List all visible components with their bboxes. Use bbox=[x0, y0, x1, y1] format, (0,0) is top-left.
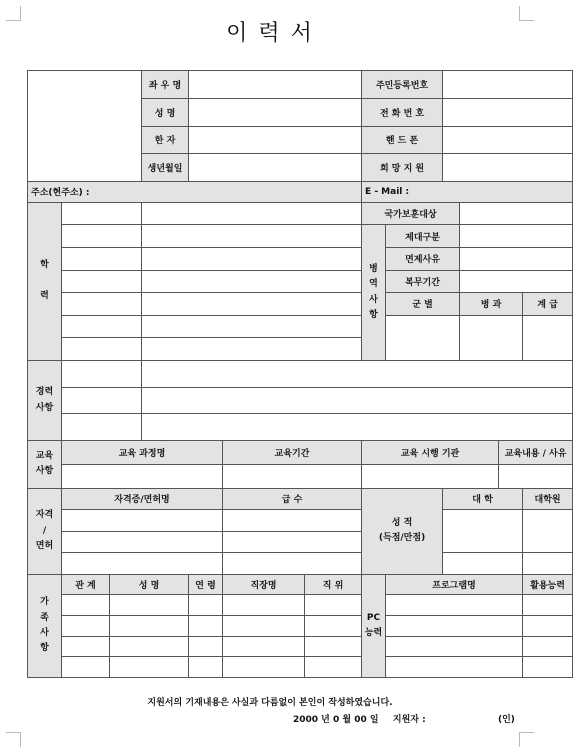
career-cell[interactable] bbox=[142, 414, 573, 441]
motto-field[interactable] bbox=[189, 71, 362, 99]
education-cell[interactable] bbox=[142, 270, 362, 293]
family-cell[interactable] bbox=[110, 636, 189, 657]
graduate-header: 대학원 bbox=[523, 488, 573, 510]
training-course-header: 교육 과정명 bbox=[62, 441, 223, 465]
specialty-label: 병 과 bbox=[460, 293, 523, 316]
education-cell[interactable] bbox=[142, 225, 362, 248]
family-cell[interactable] bbox=[305, 636, 362, 657]
pc-cell[interactable] bbox=[523, 595, 573, 616]
training-institution-header: 교육 시행 기관 bbox=[362, 441, 499, 465]
id-number-label: 주민등록번호 bbox=[362, 71, 443, 99]
training-content-header: 교육내용 / 사유 bbox=[499, 441, 573, 465]
university-header: 대 학 bbox=[443, 488, 523, 510]
family-cell[interactable] bbox=[62, 595, 110, 616]
family-cell[interactable] bbox=[110, 616, 189, 637]
license-grade-header: 급 수 bbox=[223, 488, 362, 510]
discharge-field[interactable] bbox=[460, 225, 573, 248]
specialty-field[interactable] bbox=[460, 315, 523, 360]
pc-cell[interactable] bbox=[386, 657, 523, 678]
family-cell[interactable] bbox=[223, 636, 305, 657]
birth-label: 생년월일 bbox=[142, 154, 189, 182]
family-cell[interactable] bbox=[189, 636, 223, 657]
family-cell[interactable] bbox=[223, 595, 305, 616]
training-cell[interactable] bbox=[223, 464, 362, 488]
pc-skill-header: 활용능력 bbox=[523, 574, 573, 595]
id-number-field[interactable] bbox=[443, 71, 573, 99]
family-name-header: 성 명 bbox=[110, 574, 189, 595]
pc-cell[interactable] bbox=[523, 657, 573, 678]
veteran-field[interactable] bbox=[460, 202, 573, 225]
birth-field[interactable] bbox=[189, 154, 362, 182]
pc-label: PC 능력 bbox=[362, 574, 386, 677]
pc-cell[interactable] bbox=[386, 616, 523, 637]
license-cell[interactable] bbox=[223, 553, 362, 575]
date-text: 2000 년 0 월 00 일 bbox=[293, 715, 379, 725]
education-cell[interactable] bbox=[62, 293, 142, 316]
career-cell[interactable] bbox=[62, 361, 142, 388]
exemption-label: 면제사유 bbox=[386, 247, 460, 270]
education-cell[interactable] bbox=[142, 338, 362, 361]
education-cell[interactable] bbox=[142, 315, 362, 338]
license-cell[interactable] bbox=[223, 531, 362, 553]
rank-label: 계 급 bbox=[523, 293, 573, 316]
family-position-header: 직 위 bbox=[305, 574, 362, 595]
career-cell[interactable] bbox=[142, 387, 573, 414]
education-cell[interactable] bbox=[142, 247, 362, 270]
phone-field[interactable] bbox=[443, 98, 573, 126]
university-extra-field[interactable] bbox=[443, 553, 523, 575]
service-period-label: 복무기간 bbox=[386, 270, 460, 293]
education-cell[interactable] bbox=[62, 338, 142, 361]
family-cell[interactable] bbox=[305, 616, 362, 637]
desired-field[interactable] bbox=[443, 154, 573, 182]
license-cell[interactable] bbox=[223, 510, 362, 532]
name-field[interactable] bbox=[189, 98, 362, 126]
education-cell[interactable] bbox=[142, 293, 362, 316]
applicant-label: 지원자 : bbox=[392, 715, 426, 725]
page-title: 이 력 서 bbox=[226, 21, 314, 46]
name-label: 성 명 bbox=[142, 98, 189, 126]
family-cell[interactable] bbox=[110, 595, 189, 616]
signature-line bbox=[293, 712, 515, 725]
license-label: 자격 / 면허 bbox=[28, 488, 62, 574]
crop-mark-bottom-right bbox=[519, 732, 534, 747]
career-cell[interactable] bbox=[142, 361, 573, 388]
email-field[interactable]: E - Mail : bbox=[362, 182, 573, 203]
training-cell[interactable] bbox=[499, 464, 573, 488]
graduate-extra-field[interactable] bbox=[523, 553, 573, 575]
education-cell[interactable] bbox=[142, 202, 362, 225]
education-cell[interactable] bbox=[62, 247, 142, 270]
desired-label: 희 망 지 원 bbox=[362, 154, 443, 182]
graduate-score-field[interactable] bbox=[523, 510, 573, 553]
education-cell[interactable] bbox=[62, 225, 142, 248]
exemption-field[interactable] bbox=[460, 247, 573, 270]
branch-field[interactable] bbox=[386, 315, 460, 360]
score-label: 성 적 (득점/만점) bbox=[362, 488, 443, 574]
license-name-header: 자격증/면허명 bbox=[62, 488, 223, 510]
service-period-field[interactable] bbox=[460, 270, 573, 293]
pc-cell[interactable] bbox=[386, 595, 523, 616]
veteran-label: 국가보훈대상 bbox=[362, 202, 460, 225]
education-cell[interactable] bbox=[62, 202, 142, 225]
family-cell[interactable] bbox=[110, 657, 189, 678]
hanja-label: 한 자 bbox=[142, 126, 189, 154]
seal-mark: (인) bbox=[497, 715, 515, 725]
family-cell[interactable] bbox=[189, 595, 223, 616]
education-cell[interactable] bbox=[62, 315, 142, 338]
family-cell[interactable] bbox=[189, 657, 223, 678]
family-cell[interactable] bbox=[62, 636, 110, 657]
license-cell[interactable] bbox=[62, 553, 223, 575]
family-cell[interactable] bbox=[189, 616, 223, 637]
family-cell[interactable] bbox=[223, 657, 305, 678]
training-cell[interactable] bbox=[62, 464, 223, 488]
training-label: 교육 사항 bbox=[28, 441, 62, 488]
university-score-field[interactable] bbox=[443, 510, 523, 553]
motto-label: 좌 우 명 bbox=[142, 71, 189, 99]
phone-label: 전 화 번 호 bbox=[362, 98, 443, 126]
crop-mark-bottom-left bbox=[6, 732, 21, 747]
address-field[interactable]: 주소(현주소) : bbox=[28, 182, 362, 203]
family-cell[interactable] bbox=[62, 657, 110, 678]
military-label: 병 역 사 항 bbox=[362, 225, 386, 361]
education-label: 학 력 bbox=[28, 202, 62, 360]
statement-text: 지원서의 기재내용은 사실과 다름없이 본인이 작성하였습니다. bbox=[147, 698, 393, 708]
training-cell[interactable] bbox=[362, 464, 499, 488]
education-cell[interactable] bbox=[62, 270, 142, 293]
rank-field[interactable] bbox=[523, 315, 573, 360]
family-cell[interactable] bbox=[62, 616, 110, 637]
resume-form bbox=[27, 70, 573, 678]
family-cell[interactable] bbox=[223, 616, 305, 637]
branch-label: 군 별 bbox=[386, 293, 460, 316]
career-cell[interactable] bbox=[62, 387, 142, 414]
career-cell[interactable] bbox=[62, 414, 142, 441]
photo-box[interactable] bbox=[28, 71, 142, 182]
discharge-label: 제대구분 bbox=[386, 225, 460, 248]
mobile-label: 핸 드 폰 bbox=[362, 126, 443, 154]
pc-cell[interactable] bbox=[523, 636, 573, 657]
pc-cell[interactable] bbox=[523, 616, 573, 637]
career-label: 경력 사항 bbox=[28, 361, 62, 441]
family-label: 가 족 사 항 bbox=[28, 574, 62, 677]
family-workplace-header: 직장명 bbox=[223, 574, 305, 595]
license-cell[interactable] bbox=[62, 510, 223, 532]
license-cell[interactable] bbox=[62, 531, 223, 553]
family-cell[interactable] bbox=[305, 657, 362, 678]
mobile-field[interactable] bbox=[443, 126, 573, 154]
family-cell[interactable] bbox=[305, 595, 362, 616]
pc-program-header: 프로그램명 bbox=[386, 574, 523, 595]
pc-cell[interactable] bbox=[386, 636, 523, 657]
family-age-header: 연 령 bbox=[189, 574, 223, 595]
hanja-field[interactable] bbox=[189, 126, 362, 154]
training-period-header: 교육기간 bbox=[223, 441, 362, 465]
family-relation-header: 관 계 bbox=[62, 574, 110, 595]
